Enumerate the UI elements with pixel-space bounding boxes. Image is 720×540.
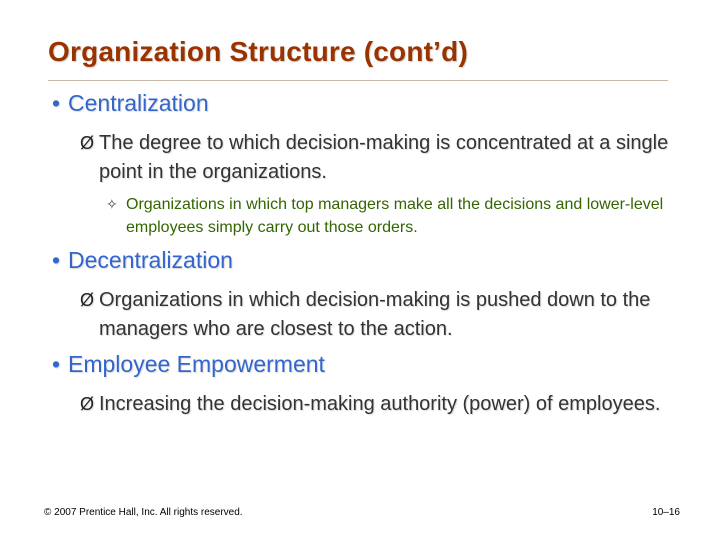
diamond-outline-icon: ✧ (106, 196, 118, 212)
slide-title: Organization Structure (cont’d) (48, 36, 468, 67)
sub-bullet-text: Increasing the decision-making authority (power) of employees. (99, 393, 661, 415)
bullet-label: Decentralization (68, 247, 233, 273)
sub-sub-bullet-centralization-example (106, 193, 666, 239)
sub-bullet-centralization-definition (80, 129, 680, 187)
bullet-decentralization (52, 247, 233, 274)
page-number: 10–16 (652, 507, 680, 518)
arrow-right-icon: Ø (80, 133, 95, 153)
sub-sub-bullet-text: Organizations in which top managers make all the decisions and lower-level employees simply carry out those orders. (126, 196, 664, 236)
bullet-employee-empowerment (52, 351, 325, 378)
bullet-centralization (52, 90, 209, 117)
bullet-dot-icon: • (52, 90, 61, 116)
bullet-dot-icon: • (52, 247, 61, 273)
sub-bullet-text: The degree to which decision-making is concentrated at a single point in the organizations. (99, 132, 669, 183)
sub-bullet-text: Organizations in which decision-making is pushed down to the managers who are closest to the action. (99, 289, 651, 340)
bullet-dot-icon: • (52, 351, 61, 377)
sub-bullet-empowerment-definition (80, 390, 680, 419)
bullet-label: Employee Empowerment (68, 351, 325, 377)
copyright-footer: © 2007 Prentice Hall, Inc. All rights reserved. (44, 507, 243, 518)
sub-bullet-decentralization-definition (80, 286, 680, 344)
bullet-label: Centralization (68, 90, 209, 116)
title-divider (48, 80, 668, 81)
arrow-right-icon: Ø (80, 290, 95, 310)
arrow-right-icon: Ø (80, 394, 95, 414)
